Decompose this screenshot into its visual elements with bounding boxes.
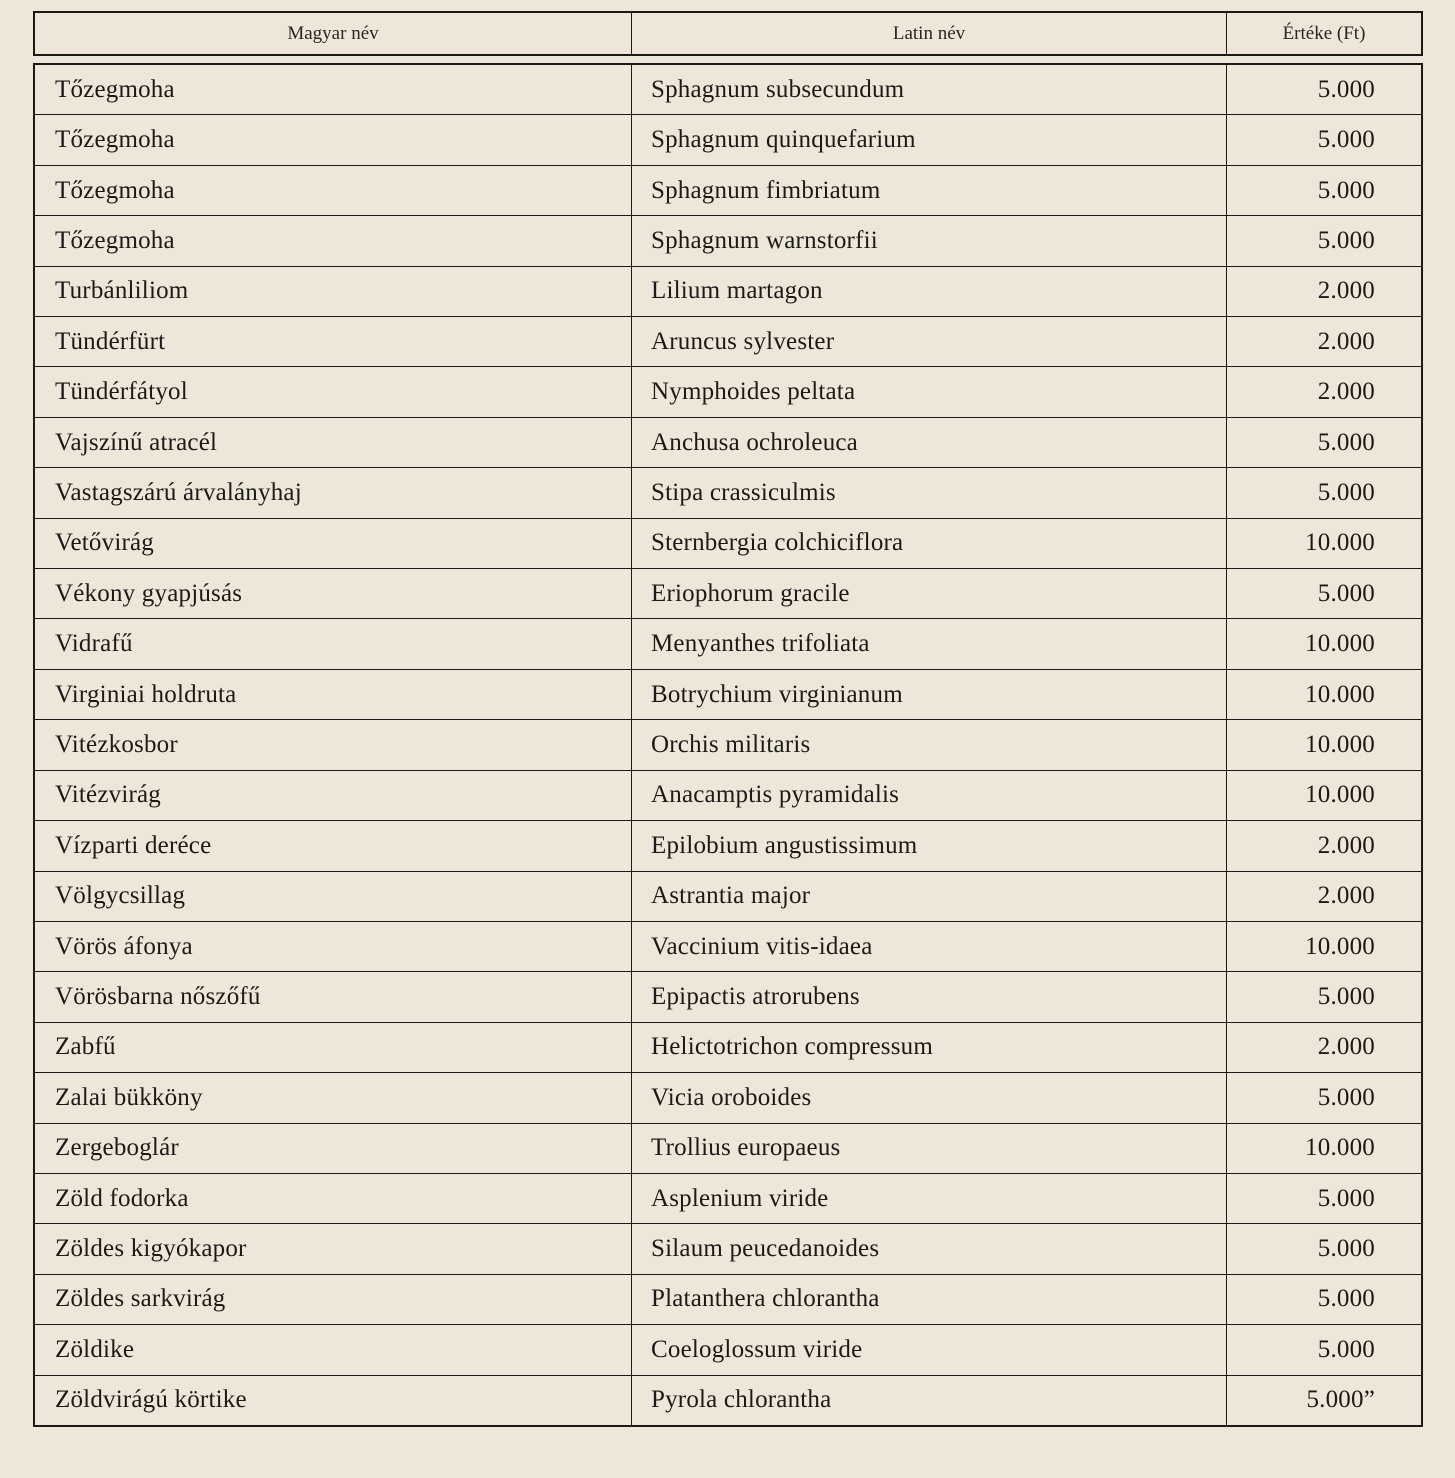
value-cell: 5.000 [1317,1184,1375,1212]
table-row [35,1324,1421,1374]
table-row [35,65,1421,114]
latin-name-cell: Epipactis atrorubens [632,972,1227,1021]
hungarian-name-cell: Tőzegmoha [35,115,632,164]
latin-name-cell: Epilobium angustissimum [632,821,1227,870]
table-row [35,820,1421,870]
hungarian-name-cell: Vitézvirág [35,771,632,820]
latin-name-cell: Botrychium virginianum [632,670,1227,719]
value-cell: 5.000” [1306,1386,1375,1414]
hungarian-name-cell: Turbánliliom [35,267,632,316]
latin-name-cell: Orchis militaris [632,720,1227,769]
latin-name-cell: Eriophorum gracile [632,569,1227,618]
hungarian-name-cell: Zabfű [35,1023,632,1072]
latin-name-cell: Asplenium viride [632,1174,1227,1223]
latin-name-cell: Anchusa ochroleuca [632,418,1227,467]
value-cell: 2.000 [1317,378,1375,406]
value-cell: 5.000 [1317,176,1375,204]
hungarian-name-cell: Tőzegmoha [35,65,632,114]
value-cell: 2.000 [1317,882,1375,910]
value-cell: 5.000 [1317,478,1375,506]
value-cell: 5.000 [1317,983,1375,1011]
table-row [35,417,1421,467]
table-row [35,518,1421,568]
latin-name-cell: Sphagnum subsecundum [632,65,1227,114]
hungarian-name-cell: Vetővirág [35,519,632,568]
latin-name-cell: Menyanthes trifoliata [632,619,1227,668]
table-row [35,1123,1421,1173]
latin-name-cell: Platanthera chlorantha [632,1275,1227,1324]
species-value-table [33,63,1423,1427]
hungarian-name-cell: Vörös áfonya [35,922,632,971]
latin-name-cell: Coeloglossum viride [632,1325,1227,1374]
latin-name-cell: Astrantia major [632,872,1227,921]
hungarian-name-cell: Zöld fodorka [35,1174,632,1223]
hungarian-name-cell: Zöldvirágú körtike [35,1376,632,1425]
hungarian-name-cell: Zöldike [35,1325,632,1374]
table-row [35,1022,1421,1072]
table-row [35,266,1421,316]
latin-name-cell: Trollius europaeus [632,1124,1227,1173]
table-row [35,316,1421,366]
value-cell: 5.000 [1317,579,1375,607]
latin-name-cell: Nymphoides peltata [632,367,1227,416]
value-cell: 5.000 [1317,1335,1375,1363]
value-cell: 10.000 [1305,781,1375,809]
hungarian-name-cell: Vékony gyapjúsás [35,569,632,618]
hungarian-name-cell: Vízparti deréce [35,821,632,870]
latin-name-cell: Anacamptis pyramidalis [632,771,1227,820]
value-cell: 5.000 [1317,1285,1375,1313]
table-row [35,1072,1421,1122]
table-row [35,719,1421,769]
hungarian-name-cell: Virginiai holdruta [35,670,632,719]
table-row [35,1375,1421,1425]
value-cell: 5.000 [1317,1235,1375,1263]
table-row [35,366,1421,416]
latin-name-cell: Vicia oroboides [632,1073,1227,1122]
table-row [35,1173,1421,1223]
latin-name-cell: Stipa crassiculmis [632,468,1227,517]
table-row [35,971,1421,1021]
table-row [35,467,1421,517]
hungarian-name-cell: Vitézkosbor [35,720,632,769]
table-row [35,165,1421,215]
value-cell: 5.000 [1317,75,1375,103]
hungarian-name-cell: Tőzegmoha [35,216,632,265]
latin-name-cell: Sphagnum fimbriatum [632,166,1227,215]
header-value: Értéke (Ft) [1282,22,1366,44]
header-hungarian-name: Magyar név [35,13,632,54]
latin-name-cell: Sternbergia colchiciflora [632,519,1227,568]
value-cell: 10.000 [1305,680,1375,708]
value-cell: 2.000 [1317,831,1375,859]
latin-name-cell: Sphagnum warnstorfii [632,216,1227,265]
table-row [35,921,1421,971]
hungarian-name-cell: Zöldes sarkvirág [35,1275,632,1324]
value-cell: 5.000 [1317,428,1375,456]
table-row [35,871,1421,921]
table-header [33,11,1423,56]
hungarian-name-cell: Tündérfátyol [35,367,632,416]
latin-name-cell: Pyrola chlorantha [632,1376,1227,1425]
latin-name-cell: Lilium martagon [632,267,1227,316]
table-row [35,1223,1421,1273]
latin-name-cell: Silaum peucedanoides [632,1224,1227,1273]
value-cell: 10.000 [1305,630,1375,658]
value-cell: 2.000 [1317,1033,1375,1061]
hungarian-name-cell: Zergeboglár [35,1124,632,1173]
table-row [35,1274,1421,1324]
table-row [35,568,1421,618]
table-row [35,215,1421,265]
table-row [35,669,1421,719]
value-cell: 5.000 [1317,126,1375,154]
hungarian-name-cell: Vidrafű [35,619,632,668]
value-cell: 5.000 [1317,1083,1375,1111]
hungarian-name-cell: Zalai bükköny [35,1073,632,1122]
hungarian-name-cell: Völgycsillag [35,872,632,921]
hungarian-name-cell: Vajszínű atracél [35,418,632,467]
value-cell: 2.000 [1317,327,1375,355]
value-cell: 5.000 [1317,226,1375,254]
hungarian-name-cell: Zöldes kigyókapor [35,1224,632,1273]
table-row [35,618,1421,668]
table-row [35,114,1421,164]
value-cell: 10.000 [1305,932,1375,960]
hungarian-name-cell: Vörösbarna nőszőfű [35,972,632,1021]
hungarian-name-cell: Tündérfürt [35,317,632,366]
value-cell: 2.000 [1317,277,1375,305]
value-cell: 10.000 [1305,529,1375,557]
hungarian-name-cell: Tőzegmoha [35,166,632,215]
header-latin-name: Latin név [632,13,1227,54]
latin-name-cell: Vaccinium vitis-idaea [632,922,1227,971]
latin-name-cell: Helictotrichon compressum [632,1023,1227,1072]
hungarian-name-cell: Vastagszárú árvalányhaj [35,468,632,517]
table-row [35,770,1421,820]
value-cell: 10.000 [1305,730,1375,758]
latin-name-cell: Sphagnum quinquefarium [632,115,1227,164]
latin-name-cell: Aruncus sylvester [632,317,1227,366]
value-cell: 10.000 [1305,1134,1375,1162]
